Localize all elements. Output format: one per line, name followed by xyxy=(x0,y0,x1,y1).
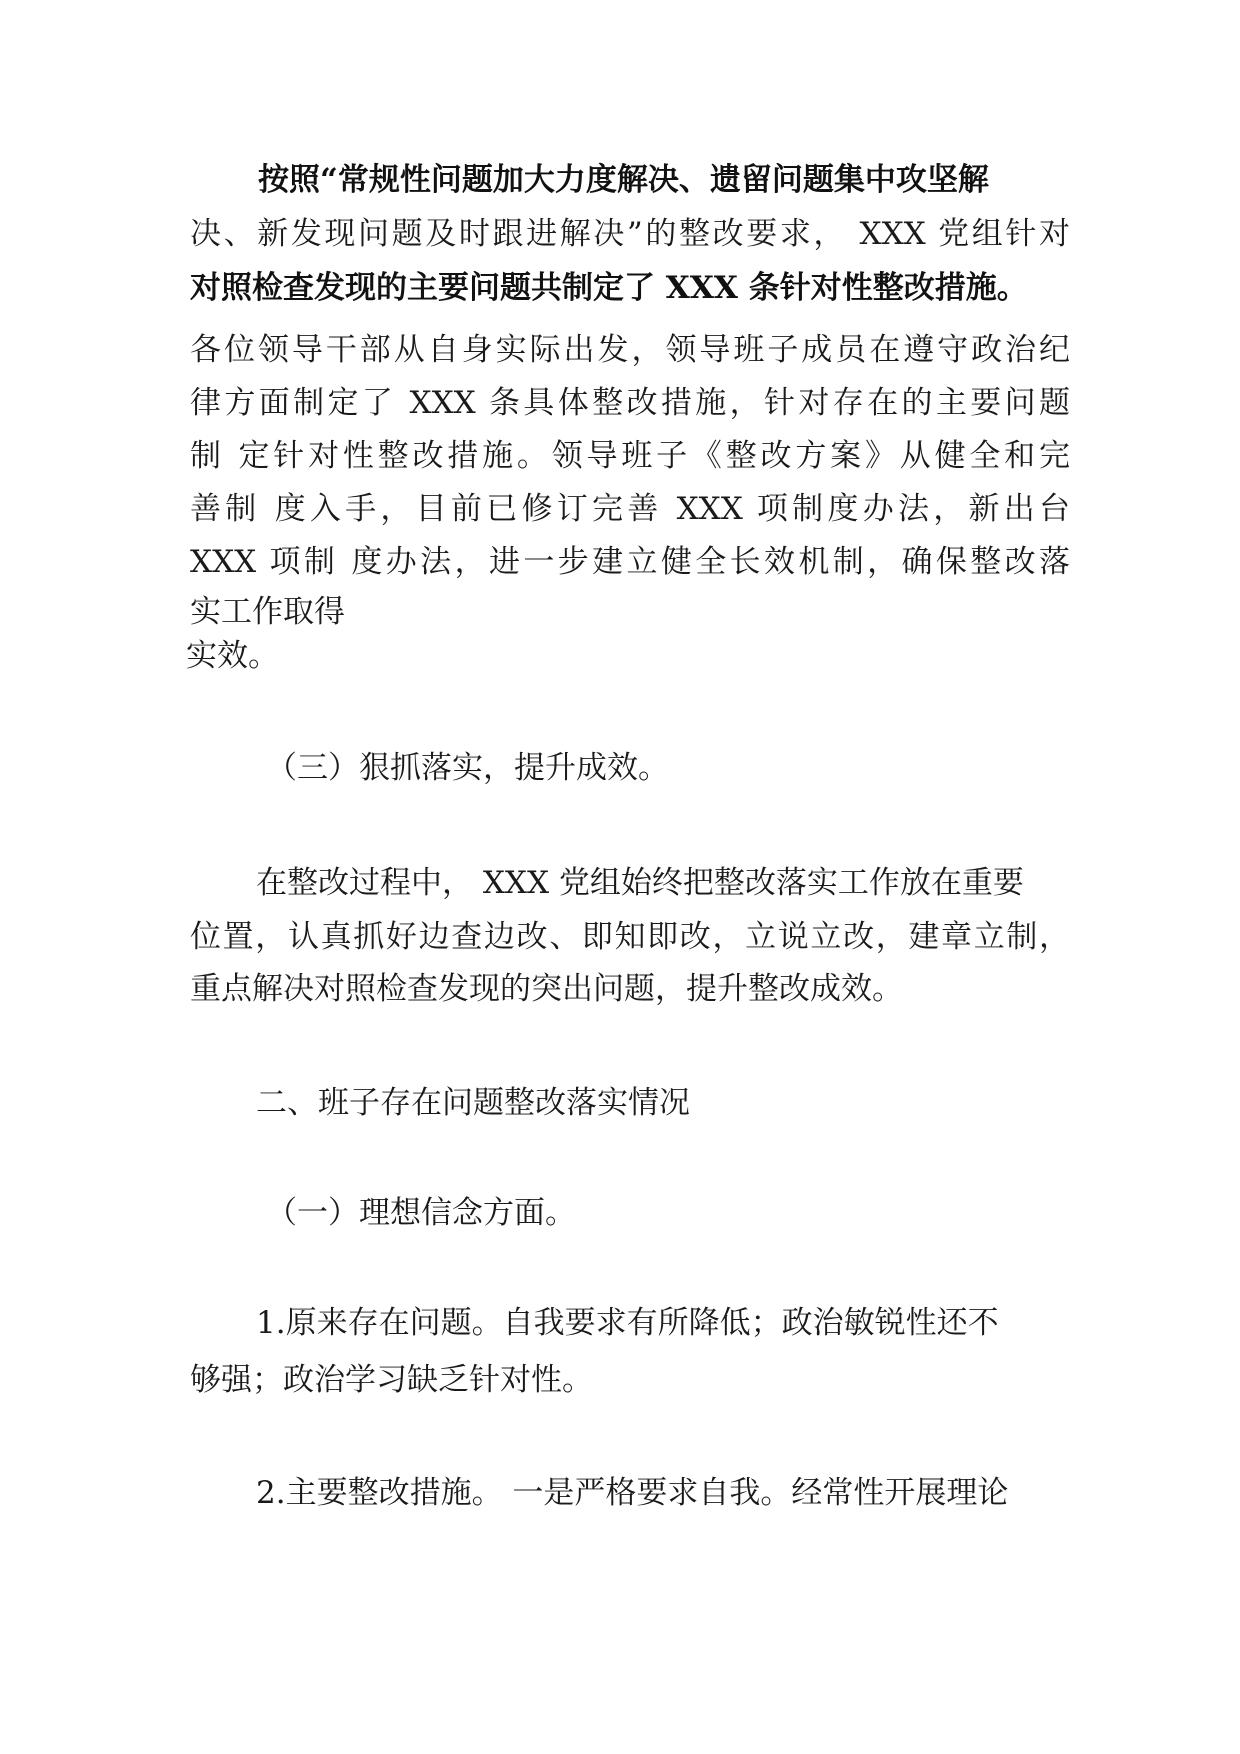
paragraph-1-line-1: 按照“常规性问题加大力度解决、遗留问题集中攻坚解 xyxy=(258,162,989,198)
paragraph-2-line-1: 在整改过程中， XXX 党组始终把整改落实工作放在重要 xyxy=(256,865,1024,901)
item-1-line-2: 够强；政治学习缺乏针对性。 xyxy=(190,1362,593,1398)
paragraph-1-line-6: 制 定针对性整改措施。领导班子《整改方案》从健全和完 xyxy=(190,438,1070,474)
paragraph-2-line-3: 重点解决对照检查发现的突出问题，提升整改成效。 xyxy=(190,971,903,1007)
section-2-heading: 二、班子存在问题整改落实情况 xyxy=(256,1085,690,1121)
paragraph-1-line-5: 律方面制定了 XXX 条具体整改措施，针对存在的主要问题 xyxy=(190,385,1070,421)
paragraph-1-line-4: 各位领导干部从自身实际出发，领导班子成员在遵守政治纪 xyxy=(190,332,1070,368)
sub-heading-1: （一）理想信念方面。 xyxy=(266,1195,576,1231)
paragraph-1-line-7: 善制 度入手，目前已修订完善 XXX 项制度办法，新出台 xyxy=(190,491,1070,527)
item-2-line-1: 2.主要整改措施。 一是严格要求自我。经常性开展理论 xyxy=(256,1475,1009,1511)
section-heading-3: （三）狠抓落实，提升成效。 xyxy=(266,750,669,786)
paragraph-1-line-3: 对照检查发现的主要问题共制定了 XXX 条针对性整改措施。 xyxy=(190,270,1028,306)
paragraph-2-line-2: 位置，认真抓好边查边改、即知即改，立说立改，建章立制， xyxy=(190,919,1070,955)
item-1-line-1: 1.原来存在问题。自我要求有所降低；政治敏锐性还不 xyxy=(256,1305,999,1341)
paragraph-1-line-10: 实效。 xyxy=(186,638,279,674)
paragraph-1-line-2: 决、新发现问题及时跟进解决”的整改要求， XXX 党组针对 xyxy=(190,216,1070,252)
paragraph-1-line-8: XXX 项制 度办法，进一步建立健全长效机制，确保整改落 xyxy=(190,544,1070,580)
paragraph-1-line-9: 实工作取得 xyxy=(190,594,345,630)
